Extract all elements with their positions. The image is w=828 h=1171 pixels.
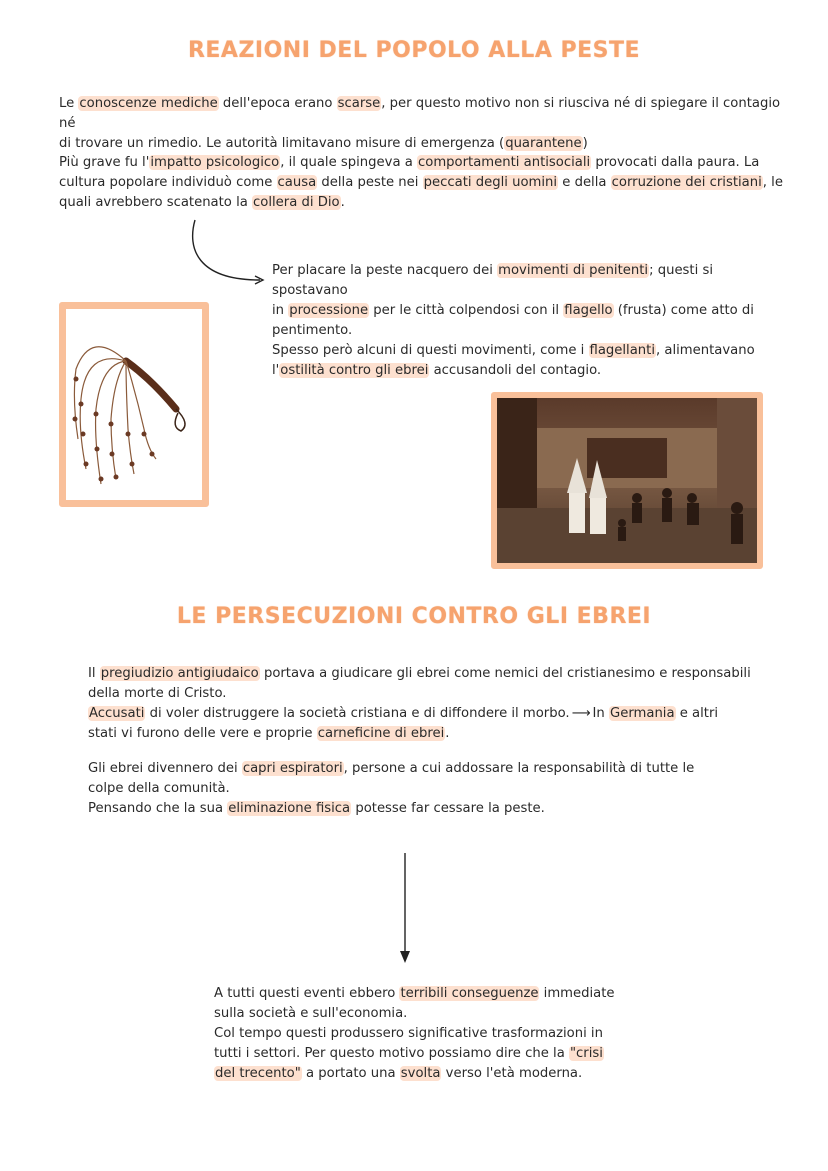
highlight: capri espiratori xyxy=(242,761,343,776)
text: . xyxy=(340,195,345,210)
text: Più grave fu l' xyxy=(59,155,150,170)
paragraph-penitents xyxy=(272,261,792,381)
highlight: corruzione dei cristiani xyxy=(611,175,762,190)
text: ) xyxy=(582,136,588,151)
flagellants-painting-frame xyxy=(491,392,763,569)
text: , il quale spingeva a xyxy=(280,155,418,170)
whip-image-frame xyxy=(59,302,209,507)
text: in xyxy=(272,303,289,318)
text: Gli ebrei divennero dei xyxy=(88,761,242,776)
highlight: conoscenze mediche xyxy=(79,96,218,111)
text: colpe della comunità. xyxy=(88,781,230,796)
text: della morte di Cristo. xyxy=(88,686,227,701)
paragraph-medical-knowledge xyxy=(59,94,789,154)
text: quali avrebbero scatenato la xyxy=(59,195,253,210)
flagellants-painting xyxy=(497,398,757,563)
text: l' xyxy=(272,363,280,378)
highlight: flagello xyxy=(564,303,613,318)
text: di voler distruggere la società cristiana e di diffondere il morbo. xyxy=(145,706,570,721)
text: di trovare un rimedio. Le autorità limitavano misure di emergenza ( xyxy=(59,136,505,151)
text: stati vi furono delle vere e proprie xyxy=(88,726,317,741)
text: dell'epoca erano xyxy=(218,96,337,111)
curved-arrow-icon xyxy=(185,218,275,290)
text: Il xyxy=(88,666,100,681)
text: Per placare la peste nacquero dei xyxy=(272,263,498,278)
paragraph-scapegoats xyxy=(88,759,788,819)
text: , persone a cui addossare la responsabilità di tutte le xyxy=(343,761,695,776)
text: a portato una xyxy=(301,1066,400,1081)
highlight: del trecento" xyxy=(215,1066,301,1081)
text: , alimentavano xyxy=(656,343,755,358)
highlight: "crisi xyxy=(569,1046,603,1061)
paragraph-antijudaic-prejudice xyxy=(88,664,788,744)
highlight: Germania xyxy=(610,706,675,721)
text: cultura popolare individuò come xyxy=(59,175,277,190)
highlight: ostilità contro gli ebrei xyxy=(280,363,429,378)
text: Pensando che la sua xyxy=(88,801,228,816)
down-arrow-icon xyxy=(396,853,414,965)
highlight: Accusati xyxy=(89,706,145,721)
text: , le xyxy=(762,175,783,190)
text: portava a giudicare gli ebrei come nemici del cristianesimo e responsabili xyxy=(259,666,751,681)
highlight: eliminazione fisica xyxy=(228,801,351,816)
highlight: quarantene xyxy=(505,136,582,151)
highlight: terribili conseguenze xyxy=(400,986,539,1001)
section-title-plague-reactions: REAZIONI DEL POPOLO ALLA PESTE xyxy=(187,38,641,63)
text: tutti i settori. Per questo motivo possiamo dire che la xyxy=(214,1046,569,1061)
highlight: causa xyxy=(277,175,317,190)
section-title-jewish-persecutions: LE PERSECUZIONI CONTRO GLI EBREI xyxy=(176,604,652,629)
text: per le città colpendosi con il xyxy=(369,303,564,318)
highlight: pregiudizio antigiudaico xyxy=(100,666,259,681)
highlight: flagellanti xyxy=(589,343,655,358)
text: pentimento. xyxy=(272,323,353,338)
highlight: processione xyxy=(289,303,369,318)
text: potesse far cessare la peste. xyxy=(351,801,545,816)
highlight: movimenti di penitenti xyxy=(498,263,649,278)
text: . xyxy=(445,726,450,741)
paragraph-consequences xyxy=(214,984,634,1084)
highlight: svolta xyxy=(400,1066,441,1081)
text: Spesso però alcuni di questi movimenti, come i xyxy=(272,343,589,358)
text: Col tempo questi produssero significative trasformazioni in xyxy=(214,1026,603,1041)
highlight: collera di Dio xyxy=(253,195,340,210)
text: provocati dalla paura. La xyxy=(591,155,760,170)
text: ; questi si spostavano xyxy=(272,263,713,298)
text: A tutti questi eventi ebbero xyxy=(214,986,400,1001)
text: In xyxy=(592,706,609,721)
text: e altri xyxy=(675,706,719,721)
right-arrow-icon: ⟶ xyxy=(571,706,591,721)
text: sulla società e sull'economia. xyxy=(214,1006,408,1021)
paragraph-psychological-impact xyxy=(59,153,799,213)
highlight: comportamenti antisociali xyxy=(418,155,591,170)
text: accusandoli del contagio. xyxy=(429,363,602,378)
text: , per questo motivo non si riusciva né di spiegare il contagio né xyxy=(59,96,781,131)
text: Le xyxy=(59,96,79,111)
text: verso l'età moderna. xyxy=(441,1066,583,1081)
highlight: scarse xyxy=(337,96,381,111)
text: della peste nei xyxy=(317,175,423,190)
text: (frusta) come atto di xyxy=(613,303,754,318)
highlight: impatto psicologico xyxy=(150,155,280,170)
highlight: carneficine di ebrei xyxy=(317,726,445,741)
text: e della xyxy=(558,175,611,190)
whip-illustration xyxy=(66,309,202,500)
text: immediate xyxy=(539,986,615,1001)
highlight: peccati degli uomini xyxy=(423,175,558,190)
